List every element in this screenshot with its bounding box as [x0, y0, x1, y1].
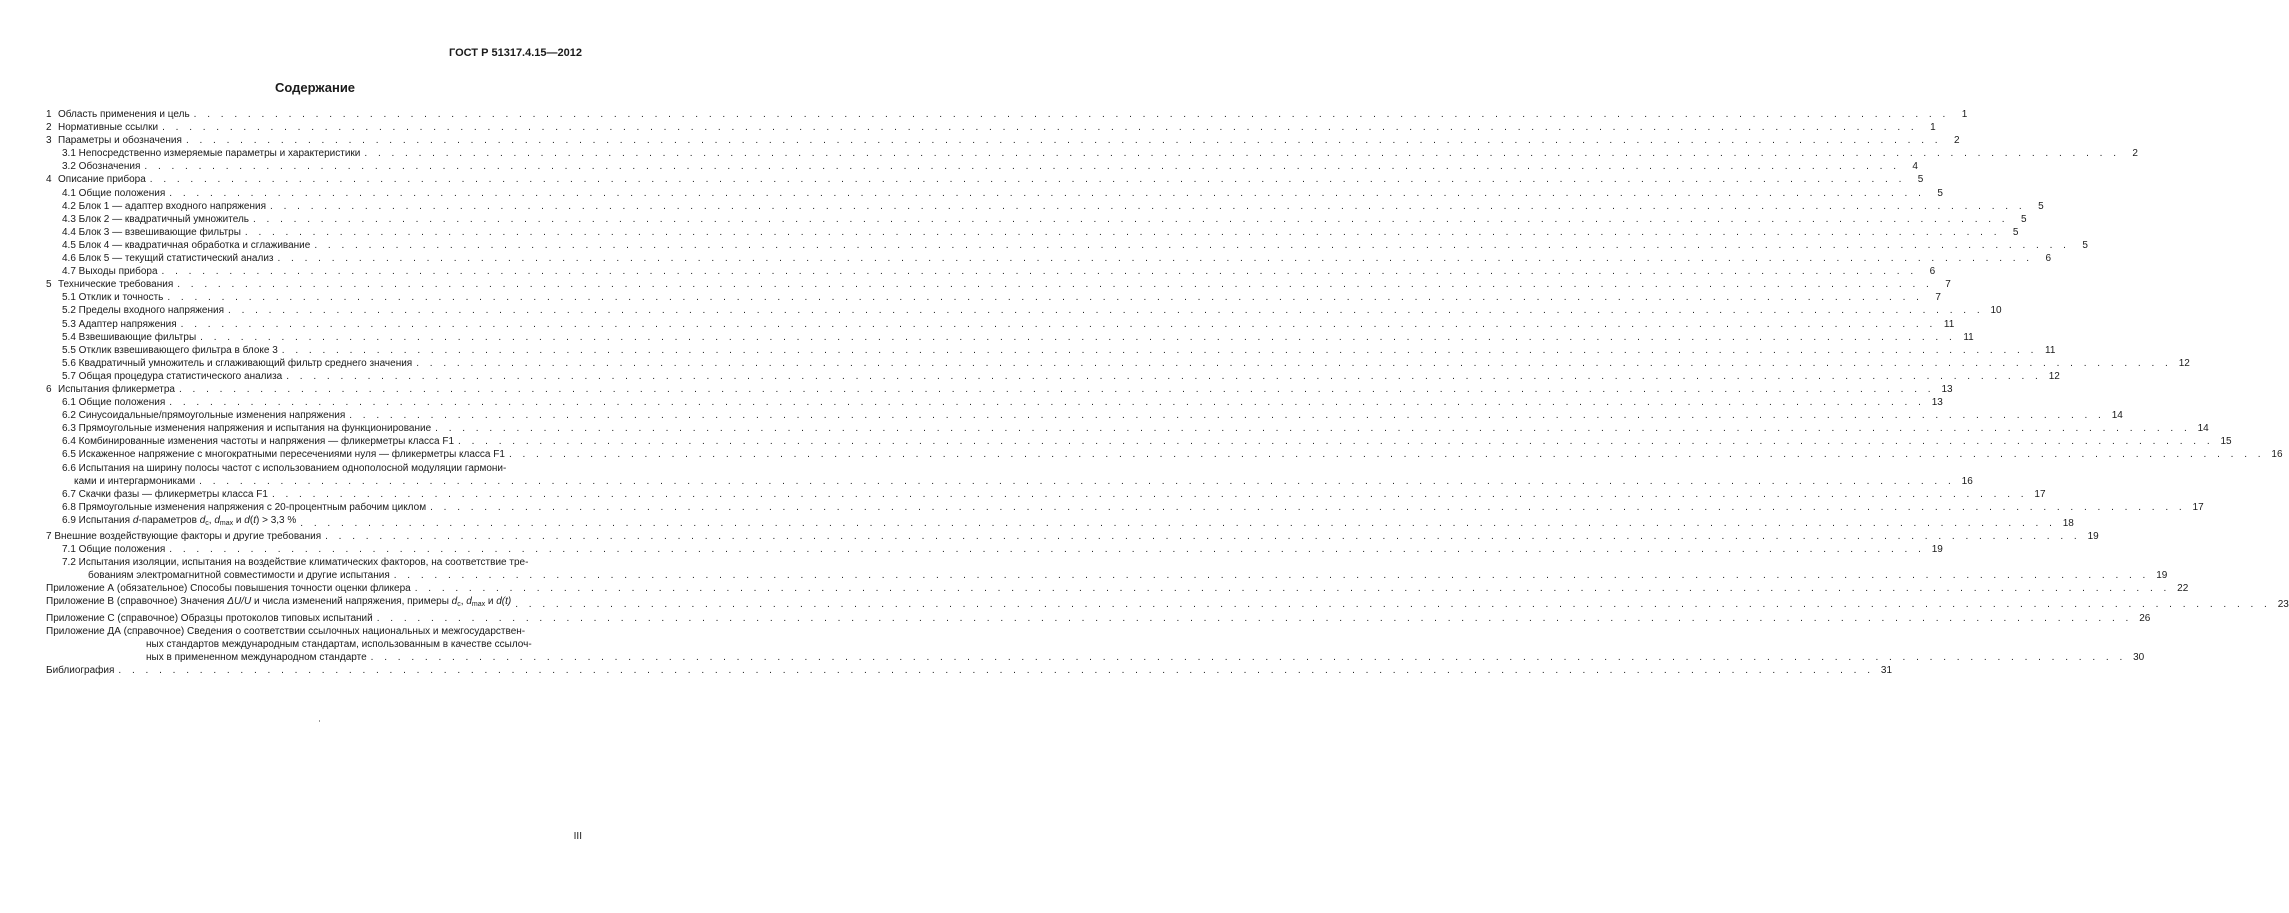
toc-dot-leader — [179, 383, 1935, 396]
toc-entry-title: Приложение ДА (справочное) Сведения о соответствии ссылочных национальных и межгосударствен- — [46, 625, 526, 637]
toc-entry-page: 30 — [2133, 651, 2145, 663]
toc-dot-leader — [169, 187, 1925, 200]
toc-entry-page: 10 — [1990, 305, 2002, 317]
toc-entry-title: 6.2 Синусоидальные/прямоугольные изменения напряжения — [62, 410, 346, 422]
toc-entry-page: 26 — [2139, 612, 2151, 624]
toc-entry-page: 2 — [2132, 148, 2138, 160]
toc-entry — [46, 396, 1943, 409]
toc-entry-page: 5 — [1917, 174, 1924, 186]
toc-entry-page: 11 — [1963, 331, 1974, 343]
toc-entry-page: 22 — [2177, 583, 2189, 595]
toc-entry-title: 5.5 Отклик взвешивающего фильтра в блоке 3 — [62, 344, 278, 356]
toc-entry-page: 12 — [2178, 357, 2190, 369]
toc-entry — [46, 370, 2060, 383]
page-title: Содержание — [274, 80, 356, 95]
toc-entry-title: 4.1 Общие положения — [62, 187, 166, 199]
toc-entry-title: 6.5 Искаженное напряжение с многократными пересечениями нуля — фликерметры класса F1 — [62, 449, 505, 461]
toc-entry-page: 14 — [2111, 410, 2123, 422]
toc-entry-7-1 — [46, 543, 1943, 556]
toc-entry-title: Область применения и цель — [58, 109, 190, 120]
toc-entry — [46, 200, 2044, 213]
toc-dot-leader — [150, 173, 1906, 186]
toc-entry-page: 18 — [2062, 517, 2074, 529]
toc-entry-page: 2 — [1953, 135, 1960, 147]
toc-entry-title: 6.7 Скачки фазы — фликерметры класса F1 — [62, 488, 268, 500]
toc-entry-title: 6.1 Общие положения — [62, 397, 166, 409]
toc-dot-leader — [282, 344, 2038, 357]
toc-entry — [46, 422, 2209, 435]
toc-entry-appendix-da — [46, 625, 2145, 664]
toc-entry-number: 3 — [46, 135, 52, 147]
toc-entry-page: 19 — [2156, 570, 2168, 582]
toc-entry-page: 6 — [1929, 266, 1936, 278]
toc-entry — [46, 304, 2002, 317]
toc-entry-page: 19 — [1931, 544, 1943, 556]
toc-entry-title: Испытания фликерметра — [58, 383, 175, 395]
toc-entry-page: 14 — [2197, 423, 2209, 435]
toc-entry-title: 3.2 Обозначения — [62, 161, 141, 173]
scan-mark — [319, 720, 320, 722]
toc-entry — [46, 173, 1924, 186]
toc-entry-number: 2 — [46, 122, 52, 134]
toc-entry-page: 5 — [1937, 187, 1943, 199]
toc-dot-leader — [144, 160, 1900, 173]
toc-entry-title: Приложение А (обязательное) Способы повышения точности оценки фликера — [46, 583, 411, 595]
toc-entry — [46, 409, 2123, 422]
toc-entry-page: 4 — [1912, 161, 1918, 173]
toc-dot-leader — [416, 357, 2172, 370]
toc-entry-page: 17 — [2192, 501, 2204, 513]
toc-entry-page: 16 — [2271, 449, 2283, 461]
toc-entry-title: 7.2 Испытания изоляции, испытания на воздействие климатических факторов, на соответствие тре- — [62, 557, 529, 569]
toc-entry-title: 5.2 Пределы входного напряжения — [62, 305, 225, 317]
toc-entry-title: 5.1 Отклик и точность — [62, 292, 164, 304]
toc-dot-leader — [169, 396, 1925, 409]
toc-entry-7 — [46, 530, 2099, 543]
toc-entry-6-6 — [46, 462, 1973, 488]
toc-dot-leader — [228, 304, 1984, 317]
toc-entry-page: 7 — [1935, 292, 1941, 304]
toc-entry-page: 13 — [1941, 383, 1953, 395]
toc-entry-title: 6.3 Прямоугольные изменения напряжения и испытания на функционирование — [62, 423, 432, 435]
toc-entry — [46, 448, 2283, 461]
toc-entry-title: Параметры и обозначения — [58, 135, 182, 147]
toc-list — [46, 108, 2283, 462]
document-code-header: ГОСТ Р 51317.4.15—2012 — [448, 47, 582, 59]
toc-entry-page: 15 — [2220, 436, 2232, 448]
toc-entry-title: Нормативные ссылки — [58, 122, 159, 134]
toc-dot-leader — [167, 291, 1923, 304]
toc-entry — [46, 357, 2190, 370]
toc-dot-leader — [162, 265, 1918, 278]
toc-entry-page: 17 — [2034, 488, 2046, 500]
toc-entry-page: 6 — [2045, 253, 2052, 265]
page-number: III — [573, 831, 582, 842]
toc-entry-page: 5 — [2038, 200, 2044, 212]
toc-entry-title: Приложение В (справочное) Значения ΔU/U и числа изменений напряжения, примеры $d_c$, $d_{max}$ и d(t) — [46, 596, 512, 609]
toc-entry-page: 11 — [2045, 344, 2056, 356]
toc-dot-leader — [177, 278, 1933, 291]
toc-entry-page: 23 — [2277, 599, 2289, 611]
toc-entry-title: 4.5 Блок 4 — квадратичная обработка и сглаживание — [62, 239, 311, 251]
toc-entry-page: 11 — [1943, 318, 1955, 330]
toc-entry — [46, 121, 1936, 134]
toc-entry-title: Приложение С (справочное) Образцы протоколов типовых испытаний — [46, 612, 373, 624]
toc-entry-number: 5 — [46, 279, 52, 291]
toc-dot-leader — [181, 318, 1937, 331]
toc-dot-leader — [194, 108, 1950, 121]
toc-entry — [46, 108, 1968, 121]
toc-entry-page: 13 — [1931, 397, 1943, 409]
toc-dot-leader — [509, 448, 2265, 461]
toc-entry — [46, 213, 2027, 226]
toc-entry — [46, 252, 2052, 265]
toc-entry — [46, 134, 1960, 147]
toc-entry-6-7 — [46, 488, 2046, 501]
toc-entry-page: 5 — [2012, 226, 2019, 238]
toc-dot-leader — [364, 147, 2120, 160]
toc-entry — [46, 239, 2088, 252]
toc-dot-leader — [186, 134, 1942, 147]
toc-entry-title: Технические требования — [58, 279, 174, 291]
toc-entry-title-cont: ками и интергармониками — [74, 475, 196, 487]
table-of-contents — [46, 108, 2289, 677]
toc-entry-appendix-b — [46, 595, 2289, 611]
toc-entry-page: 7 — [1945, 279, 1951, 291]
toc-entry-title: 4.6 Блок 5 — текущий статистический анализ — [62, 253, 274, 265]
toc-dot-leader — [286, 370, 2042, 383]
toc-entry-title: 6.9 Испытания d-параметров $d_c$, $d_{max}$ и d(t) > 3,3 % — [62, 514, 297, 527]
toc-dot-leader — [253, 213, 2009, 226]
toc-dot-leader — [200, 331, 1956, 344]
toc-entry-title: Библиография — [46, 664, 115, 676]
toc-entry-title: 5.6 Квадратичный умножитель и сглаживающий фильтр среднего значения — [62, 357, 413, 369]
toc-dot-leader — [245, 226, 2001, 239]
toc-dot-leader — [162, 121, 1918, 134]
toc-dot-leader — [349, 409, 2105, 422]
toc-entry-title: 5.4 Взвешивающие фильтры — [62, 331, 197, 343]
toc-entry-number: 1 — [46, 109, 52, 120]
toc-entry-page: 5 — [2082, 239, 2088, 251]
toc-entry — [46, 435, 2232, 448]
toc-entry — [46, 147, 2138, 160]
toc-entry-page: 5 — [2021, 213, 2027, 225]
toc-entry-appendix-c — [46, 612, 2151, 625]
toc-entry-title: Описание прибора — [58, 174, 146, 186]
toc-entry-title: 4.7 Выходы прибора — [62, 266, 158, 278]
toc-dot-leader — [458, 435, 2214, 448]
toc-entry-title: 5.3 Адаптер напряжения — [62, 318, 177, 330]
toc-entry-number: 6 — [46, 383, 52, 395]
toc-entry — [46, 344, 2056, 357]
toc-entry — [46, 187, 1943, 200]
toc-entry — [46, 265, 1936, 278]
toc-entry-title-cont: бованиям электромагнитной совместимости и другие испытания — [88, 570, 390, 582]
toc-entry-title: 4.3 Блок 2 — квадратичный умножитель — [62, 213, 249, 225]
toc-entry-bibliography — [46, 664, 1893, 677]
toc-entry-page: 31 — [1880, 664, 1893, 676]
toc-entry-title: 6.8 Прямоугольные изменения напряжения с 20-процентным рабочим циклом — [62, 501, 427, 513]
toc-entry-page: 1 — [1961, 109, 1968, 120]
toc-entry-6-8 — [46, 501, 2204, 514]
toc-dot-leader — [314, 239, 2070, 252]
toc-entry-page: 16 — [1961, 475, 1973, 487]
toc-entry-title: 5.7 Общая процедура статистического анализа — [62, 370, 283, 382]
toc-entry-page: 19 — [2087, 531, 2099, 542]
toc-entry-title: 4.4 Блок 3 — взвешивающие фильтры — [62, 226, 241, 238]
toc-entry-page: 12 — [2048, 370, 2060, 382]
toc-entry-title: 4.2 Блок 1 — адаптер входного напряжения — [62, 200, 267, 212]
toc-entry-title-cont: ных в примененном международном стандарте — [146, 651, 367, 663]
toc-entry — [46, 291, 1941, 304]
toc-entry — [46, 278, 1951, 291]
toc-entry-6-9 — [46, 514, 2074, 530]
toc-entry-title-cont: ных стандартов международным стандартам, использованным в качестве ссылоч- — [146, 638, 532, 650]
toc-dot-leader — [270, 200, 2026, 213]
toc-dot-leader — [278, 252, 2034, 265]
toc-entry-appendix-a — [46, 582, 2189, 595]
toc-entry-number: 4 — [46, 174, 52, 186]
toc-entry-title: 6.6 Испытания на ширину полосы частот с использованием однополосной модуляции гармони- — [62, 462, 507, 474]
toc-dot-leader — [435, 422, 2191, 435]
toc-entry-title: 6.4 Комбинированные изменения частоты и напряжения — фликерметры класса F1 — [62, 436, 455, 448]
toc-entry-title: 3.1 Непосредственно измеряемые параметры и характеристики — [62, 148, 361, 160]
toc-entry — [46, 318, 1955, 331]
toc-entry-title: 7.1 Общие положения — [62, 544, 166, 556]
toc-entry — [46, 160, 1918, 173]
toc-entry-7-2 — [46, 556, 2168, 582]
toc-entry — [46, 331, 1974, 344]
toc-entry-page: 1 — [1930, 122, 1936, 134]
toc-entry-title: 7 Внешние воздействующие факторы и другие требования — [46, 531, 322, 542]
toc-entry — [46, 226, 2019, 239]
toc-entry — [46, 383, 1953, 396]
